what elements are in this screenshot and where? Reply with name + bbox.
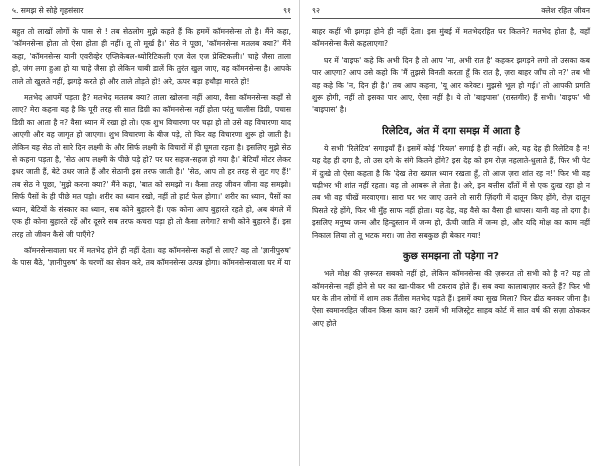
section-heading-relative: रिलेटिव, अंत में दगा समझ में आता है bbox=[382, 125, 520, 137]
right-page bbox=[300, 0, 600, 466]
left-paragraph-3: कॉमनसेन्सवाला घर में मतभेद होने ही नहीं देता। वह कॉमनसेन्स कहाँ से लाए? वह तो 'ज्ञानीपुरुष' के पास बैठे, 'ज्ञानीपुरुष' के चरणों का सेवन करे, तब कॉमनसेन्स उत्पन्न होगा। कॉमनसेन्सवाला घर में या bbox=[12, 245, 291, 268]
right-book-title: क्लेश रहित जीवन bbox=[541, 6, 590, 15]
right-paragraph-2: घर में 'वाइफ' कहे कि अभी दिन है तो आप 'ना, अभी रात है' कहकर झगड़ने लगो तो उसका कब पार आएगा? आप उसे कहो कि 'मैं तुझसे विनती करता हूँ कि रात है, ज़रा बाहर जाँच तो न?' तब भी वह कहे कि 'न, दिन ही है।' तब आप कहना, 'यू आर करेक्ट। मुझसे भूल हो गई।' तो आपकी प्रगति शुरू होगी, नहीं तो इसका पार आए, ऐसा नहीं है। ये तो 'बाइपास' (रास्तगीर) हैं सभी। 'वाइफ' भी 'बाइपास' है। bbox=[312, 55, 590, 115]
right-paragraph-4: भले मोक्ष की ज़रूरत सबको नहीं हो, लेकिन कॉमनसेन्स की ज़रूरत तो सभी को है न? यह तो कॉमनसेन्स नहीं होने से घर का खा-पीकर भी टकराव होते हैं। सब क्या कालाबाज़ार करते हैं? फिर भी घर के तीन लोगों में शाम तक तैंतीस मतभेद पड़ते हैं। इसमें क्या सुख मिला? फिर ढीठ बनकर जीना है। ऐसा स्वमानरहित जीवन किस काम का? उसमें भी मजिस्ट्रेट साहब कोर्ट में सात वर्ष की सज़ा ठोककर आए होते bbox=[312, 269, 590, 328]
left-paragraph-1: बहुत तो लाखों लोगों के पास से ! तब सेठलोग मुझे कहते हैं कि हममें कॉमनसेन्स तो है। मैंने कहा, 'कॉमनसेन्स होता तो ऐसा होता ही नहीं। तू तो मूर्ख है।' सेठ ने पूछा, 'कॉमनसेन्स मतलब क्या?' मैंने कहा, 'कॉमनसेन्स यानी एवरीव्हेर एप्लिकेबल-थ्योरिटिकली एज वेल एज प्रेक्टिकली।' चाहे जैसा ताला हो, जंग लगा हुआ हो या चाहे जैसा हो लेकिन चाबी डालें कि तुरंत खुल जाए, वह कॉमनसेन्स है। आपके ताले तो खुलते नहीं, झगड़े करते हो और ताले तोड़ते हो! अरे, ऊपर बड़ा हथौड़ा मारते हो! bbox=[12, 27, 291, 86]
left-chapter-title: ५. समझ से सोहे गृहसंसार bbox=[12, 6, 84, 15]
left-running-head bbox=[12, 4, 291, 19]
right-running-head bbox=[312, 4, 590, 19]
section-heading-understand: कुछ समझना तो पड़ेगा न? bbox=[403, 251, 499, 263]
left-paragraph-2: मतभेद आपमें पड़ता है? मतभेद मतलब क्या? ताला खोलना नहीं आया, वैसा कॉमनसेन्स कहाँ से लाए? मेरा कहना यह है कि पूरी तरह सी सात डिग्री का कॉमनसेन्स नहीं होता परंतु चालीस डिग्री, पचास डिग्री का आता है न? वैसा ध्यान में रखा हो तो। एक शुभ विचारणा पर चढ़ा हो तो उसे वह विचारणा याद आएगी और वह जागृत हो जाएगा। शुभ विचारणा के बीज पड़े, तो फिर वह विचारणा शुरू हो जाती है। लेकिन यह सेठ तो सारे दिन लक्ष्मी के और सिर्फ लक्ष्मी के विचारों में ही घूमता रहता है। इसलिए मुझे सेठ से कहना पड़ता है, 'सेठ आप लक्ष्मी के पीछे पड़े हो? पर घर सहज-सहज हो गया है।' बेटियाँ मोटर लेकर इधर जाती हैं, बेटे उधर जाते हैं और सेठानी इस तरफ जाती है।' 'सेठ, आप तो हर तरह से लुट गए हैं!' तब सेठ ने पूछा, 'मुझे करना क्या?' मैंने कहा, 'बात को समझो न। कैसा तरह जीवन जीना वह समझो। सिर्फ पैसों के ही पीछे मत पड़ो। शरीर का ध्यान रखो, नहीं तो हार्ट फेल होगा।' शरीर का ध्यान, पैसों का ध्यान, बेटियों के संस्कार का ध्यान, सब कोने बुहारने हैं। एक कोना आप बुहारते रहते हो, अब बंगले में एक ही कोना बुहारते रहें और दूसरे सब तरफ कचरा पड़ा हो तो कैसा लगेगा? सभी कोने बुहारने हैं। इस तरह तो जीवन कैसे जी पाएँगे? bbox=[12, 93, 291, 239]
left-page-number: ९१ bbox=[283, 6, 291, 15]
right-page-number: ९२ bbox=[312, 6, 320, 15]
right-paragraph-1: बाहर कहीं भी झगड़ा होने ही नहीं देता। इस मुंबई में मतभेदरहित घर कितने? मतभेद होता है, वहाँ कॉमनसेन्स कैसे कहलाएगा? bbox=[312, 27, 590, 49]
right-paragraph-3: ये सभी 'रिलेटिव' सगाइयाँ हैं। इसमें कोई 'रियल' सगाई है ही नहीं। अरे, यह देह ही रिलेटिव है न! यह देह ही दगा है, तो उस दगे के संगे कितने होंगे? इस देह को हम रोज़ नहलाते-धुलाते हैं, फिर भी पेट में दुःखे तो ऐसा कहता है कि 'देख तेरा ख्याल ध्यान रखता हूँ, तो आज ज़रा शांत रह न!' फिर भी वह चढ़ीभर भी शांत नहीं रहता। वह तो आबरू ले लेता है। अरे, इन बत्तीस दाँतों में से एक दुःख रहा हो न तब भी वह चीखें मरवाएगा। सारा घर भर जाए उतने तो सारी ज़िंदगी में दातून किए होंगे, रोज़ दातून घिसते रहे होंगे, फिर भी मुँह साफ नहीं होता। यह देह, वह वैसे का वैसा ही धापस। यानी वह तो दगा है। इसलिए मनुष्य जन्म और हिन्दुस्तान में जन्म हो, ऊँची जाति में जन्म हो, और यदि मोक्ष का काम नहीं निकाल लिया तो तू भटक मरा। जा तेरा सबकुछ ही बेकार गया! bbox=[312, 143, 590, 240]
